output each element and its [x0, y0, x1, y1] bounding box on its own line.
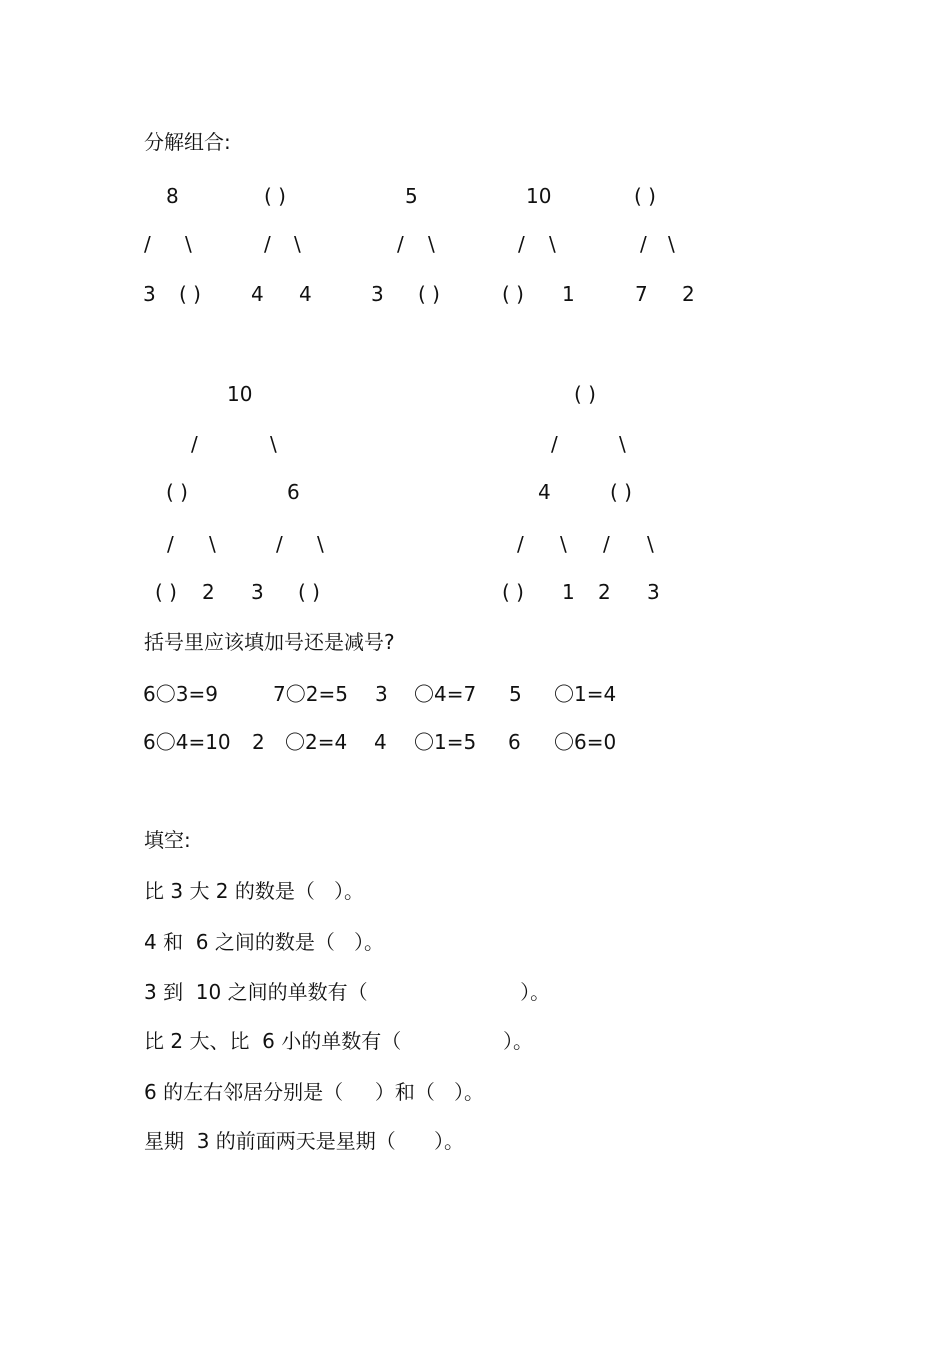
branch-line: /	[397, 232, 404, 256]
blank: ( )	[179, 282, 201, 306]
branch-line: \	[619, 432, 626, 456]
branch-line: \	[270, 432, 277, 456]
equation: 〇6=0	[554, 730, 617, 754]
branch-line: \	[209, 532, 216, 556]
number: 2	[598, 580, 611, 604]
branch-line: /	[603, 532, 610, 556]
equation: 7〇2=5	[273, 682, 348, 706]
number: 3	[375, 682, 388, 706]
number: 3	[251, 580, 264, 604]
number: 4	[374, 730, 387, 754]
blank: ( )	[264, 184, 286, 208]
branch-line: /	[640, 232, 647, 256]
section-heading-fill-blank: 填空:	[144, 828, 191, 852]
branch-line: /	[264, 232, 271, 256]
number: 2	[202, 580, 215, 604]
number: 4	[538, 480, 551, 504]
number: 5	[405, 184, 418, 208]
branch-line: \	[428, 232, 435, 256]
equation: 〇4=7	[414, 682, 477, 706]
blank: ( )	[634, 184, 656, 208]
number: 8	[166, 184, 179, 208]
number: 5	[509, 682, 522, 706]
number: 3	[647, 580, 660, 604]
branch-line: /	[144, 232, 151, 256]
branch-line: \	[647, 532, 654, 556]
number: 10	[526, 184, 552, 208]
equation: 6〇4=10	[143, 730, 231, 754]
fill-blank-item: 4 和 6 之间的数是（ ）。	[144, 930, 384, 954]
branch-line: /	[191, 432, 198, 456]
branch-line: /	[276, 532, 283, 556]
fill-blank-item: 6 的左右邻居分别是（ ）和（ ）。	[144, 1080, 484, 1104]
number: 2	[682, 282, 695, 306]
blank: ( )	[166, 480, 188, 504]
branch-line: \	[185, 232, 192, 256]
section-heading-decompose: 分解组合:	[144, 130, 231, 154]
number: 6	[508, 730, 521, 754]
fill-blank-item: 比 3 大 2 的数是（ ）。	[144, 879, 364, 903]
blank: ( )	[574, 382, 596, 406]
blank: ( )	[298, 580, 320, 604]
number: 2	[252, 730, 265, 754]
number: 4	[251, 282, 264, 306]
fill-blank-item: 星期 3 的前面两天是星期（ ）。	[144, 1129, 464, 1153]
blank: ( )	[418, 282, 440, 306]
branch-line: \	[549, 232, 556, 256]
equation: 6〇3=9	[143, 682, 218, 706]
blank: ( )	[155, 580, 177, 604]
blank: ( )	[502, 282, 524, 306]
branch-line: \	[668, 232, 675, 256]
fill-blank-item: 3 到 10 之间的单数有（ ）。	[144, 980, 551, 1004]
blank: ( )	[502, 580, 524, 604]
branch-line: \	[317, 532, 324, 556]
number: 1	[562, 580, 575, 604]
number: 3	[371, 282, 384, 306]
equation: 〇2=4	[285, 730, 348, 754]
branch-line: \	[560, 532, 567, 556]
branch-line: /	[518, 232, 525, 256]
branch-line: \	[294, 232, 301, 256]
branch-line: /	[551, 432, 558, 456]
fill-blank-item: 比 2 大、比 6 小的单数有（ ）。	[144, 1029, 533, 1053]
tree-top-number: 10	[227, 382, 253, 406]
blank: ( )	[610, 480, 632, 504]
branch-line: /	[167, 532, 174, 556]
number: 6	[287, 480, 300, 504]
equation: 〇1=4	[554, 682, 617, 706]
number: 7	[635, 282, 648, 306]
branch-line: /	[517, 532, 524, 556]
section-heading-operators: 括号里应该填加号还是减号?	[144, 630, 395, 654]
equation: 〇1=5	[414, 730, 477, 754]
number: 3	[143, 282, 156, 306]
number: 1	[562, 282, 575, 306]
number: 4	[299, 282, 312, 306]
